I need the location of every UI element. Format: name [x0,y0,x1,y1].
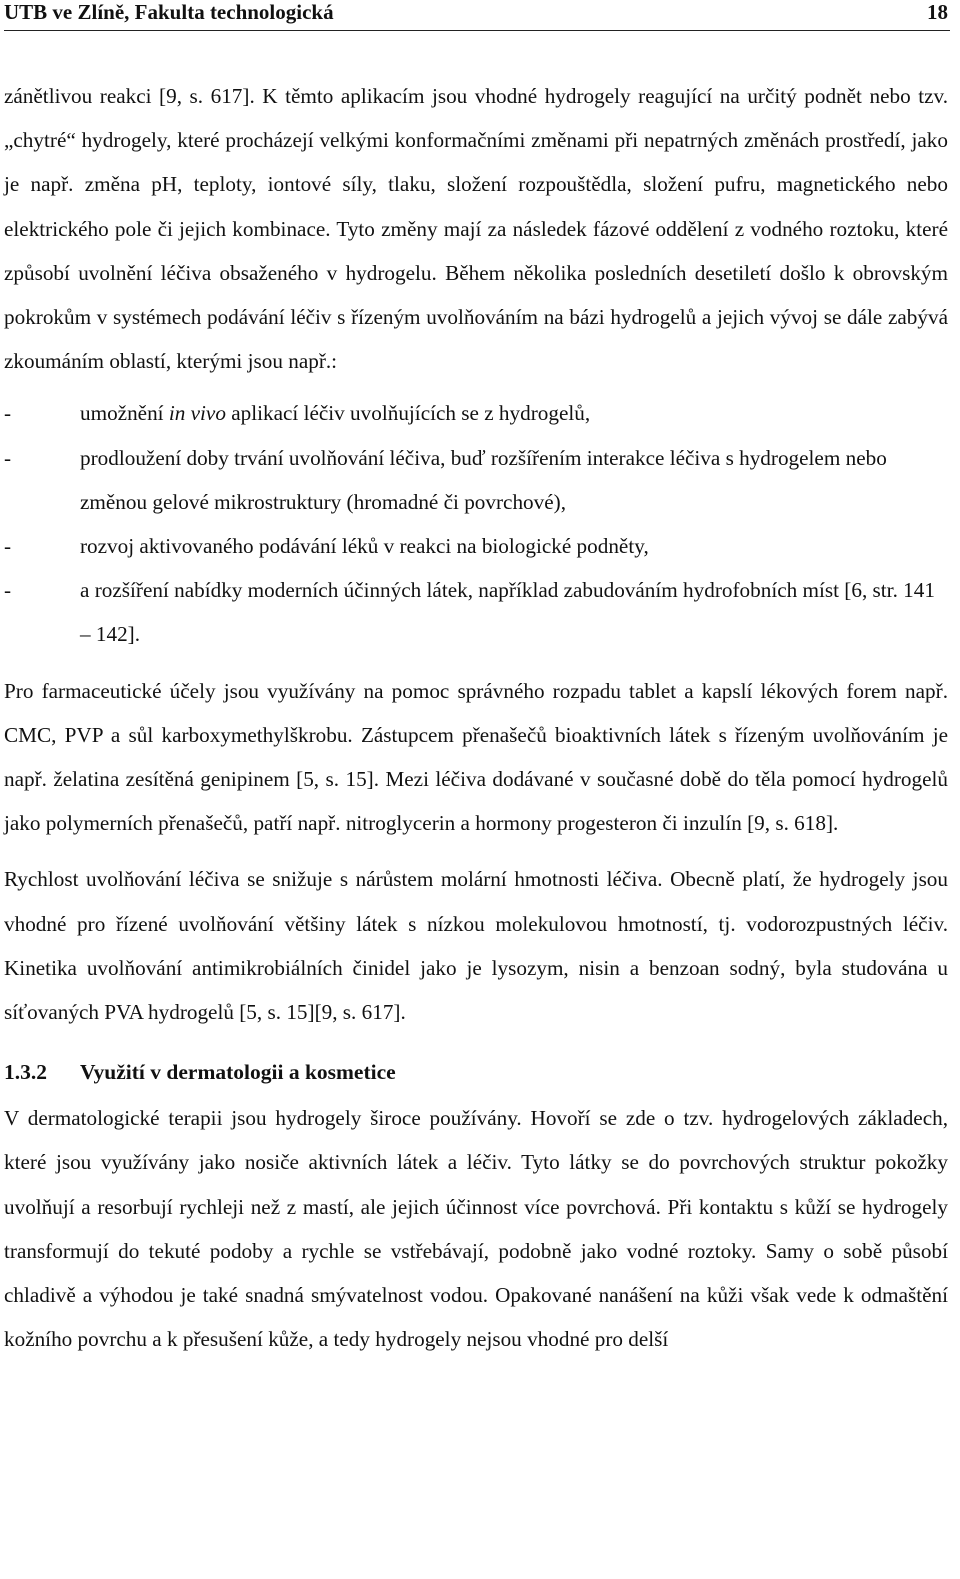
paragraph-1: zánětlivou reakci [9, s. 617]. K těmto aplikacím jsou vhodné hydrogely reagující na určitý podnět nebo tzv. „chytré“ hydrogely, které procházejí velkými konformačními změnami při nepatrných změnách prostředí, jako je např. změna pH, teploty, iontové síly, tlaku, složení rozpouštědla, složení pufru, magnetického nebo elektrického pole či jejich kombinace. Tyto změny mají za následek fázové oddělení z vodného roztoku, které způsobí uvolnění léčiva obsaženého v hydrogelu. Během několika posledních desetiletí došlo k obrovským pokrokům v systémech podávání léčiv s řízeným uvolňováním na bázi hydrogelů a jejich vývoj se dále zabývá zkoumáním oblastí, kterými jsou např.: [4,84,948,374]
header-institution: UTB ve Zlíně, Fakulta technologická [4,0,334,24]
section-heading [4,1048,948,1096]
list-item-italic: in vivo [168,401,226,426]
list-item [4,391,948,435]
body-text [4,74,948,1361]
list-item-text-tail: aplikací léčiv uvolňujících se z hydrogelů, [225,401,591,426]
list-item-text: rozvoj aktivovaného podávání léků v reakci na biologické podněty, [80,534,649,559]
list-dash: - [4,401,12,426]
list-dash: - [4,445,12,470]
paragraph-4: V dermatologické terapii jsou hydrogely široce používány. Hovoří se zde o tzv. hydrogelových základech, které jsou využívány jako nosiče aktivních látek a léčiv. Tyto látky se do povrchových struktur pokožky uvolňují a resorbují rychleji než z mastí, ale jejich účinnost více povrchová. Při kontaktu s kůží se hydrogely transformují do tekuté podoby a rychle se vstřebávají, podobně jako vodné roztoky. Samy o sobě působí chladivě a výhodou je také snadná smývatelnost vodou. Opakované nanášení na kůži však vede k odmaštění kožního povrchu a k přesušení kůže, a tedy hydrogely nejsou vhodné pro delší [4,1106,948,1352]
list-item [4,524,948,568]
page-header [4,0,950,31]
paragraph-3: Rychlost uvolňování léčiva se snižuje s nárůstem molární hmotnosti léčiva. Obecně platí, že hydrogely jsou vhodné pro řízené uvolňování většiny látek s nízkou molekulovou hmotností, tj. vodorozpustných léčiv. Kinetika uvolňování antimikrobiálních činidel jako je lysozym, nisin a benzoan sodný, byla studována u síťovaných PVA hydrogelů [5, s. 15][9, s. 617]. [4,867,948,1025]
list-item-text: prodloužení doby trvání uvolňování léčiva, buď rozšířením interakce léčiva s hydrogelem nebo změnou gelové mikrostruktury (hromadné či povrchové), [80,445,887,514]
list-item [4,568,948,656]
list-item-text: a rozšíření nabídky moderních účinných látek, například zabudováním hydrofobních míst [6, str. 141 – 142]. [80,578,935,647]
section-number: 1.3.2 [4,1060,47,1085]
list-item [4,436,948,524]
list-item-text: umožnění [80,401,169,426]
page-number: 18 [927,0,948,24]
list-dash: - [4,578,12,603]
list-dash: - [4,534,12,559]
paragraph-2: Pro farmaceutické účely jsou využívány na pomoc správného rozpadu tablet a kapslí lékových forem např. CMC, PVP a sůl karboxymethylškrobu. Zástupcem přenašečů bioaktivních látek s řízeným uvolňováním je např. želatina zesítěná genipinem [5, s. 15]. Mezi léčiva dodávané v současné době do těla pomocí hydrogelů jako polymerních přenašečů, patří např. nitroglycerin a hormony progesteron či inzulín [9, s. 618]. [4,678,948,836]
bullet-list [4,391,948,656]
section-title: Využití v dermatologii a kosmetice [80,1060,396,1085]
